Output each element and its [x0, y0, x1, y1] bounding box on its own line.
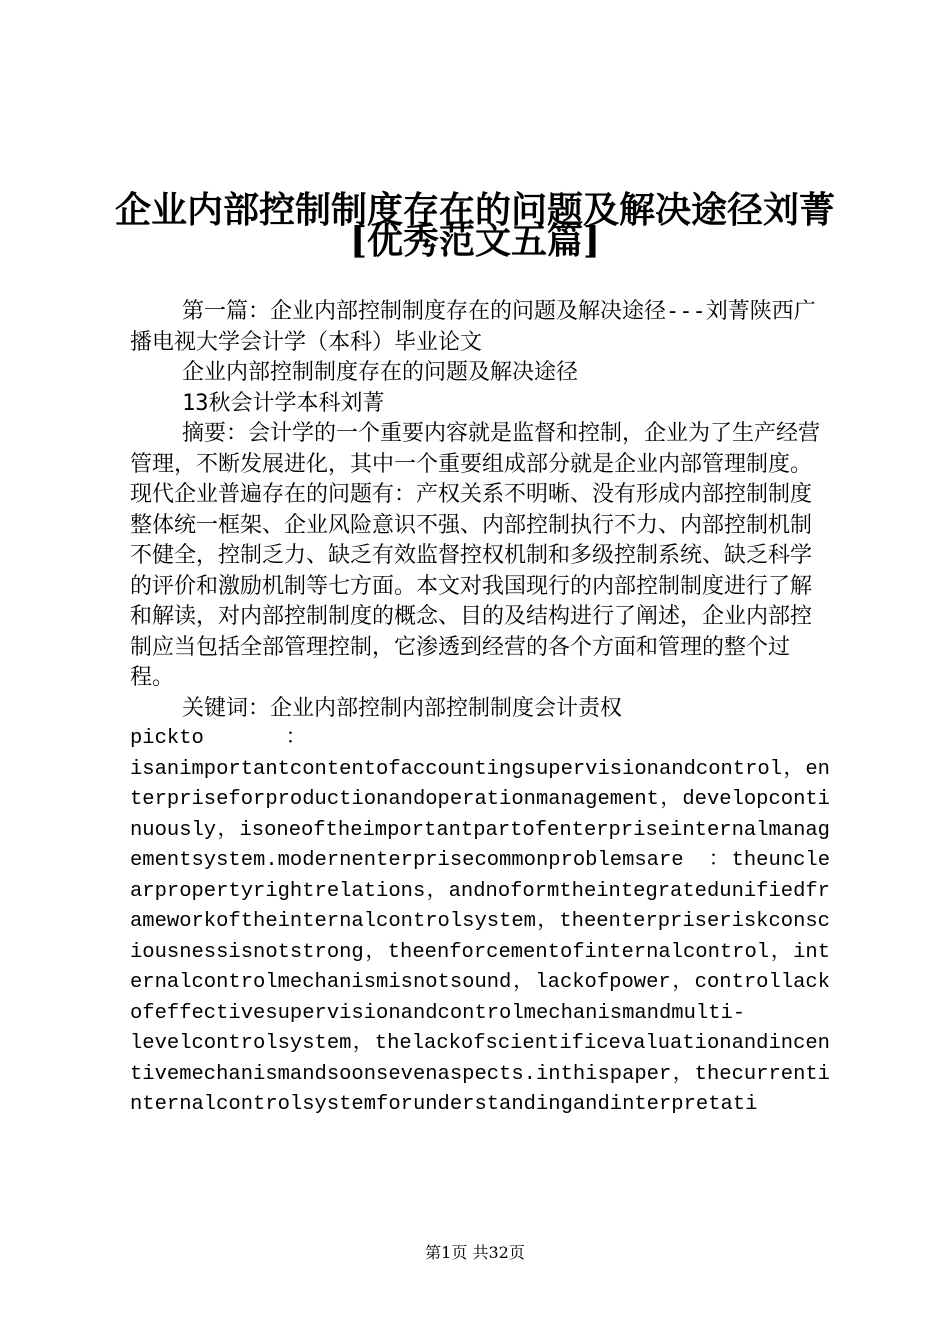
- page-footer: [0, 1240, 950, 1263]
- english-abstract-heading: pickto ：: [130, 727, 307, 750]
- paragraph-author: 13秋会计学本科刘菁: [182, 390, 385, 416]
- english-abstract-text-continued: levelcontrolsystem，thelackofscientificevaluationandincentivemechanismandsoonsevenaspects.inthispaper，thecurrentinternalcontrolsystemforunderstandingandinterpretati: [130, 1032, 830, 1116]
- document-body: [130, 297, 830, 1121]
- page-number: 第1页: [425, 1243, 468, 1262]
- document-title-line-2: [优秀范文五篇]: [349, 220, 601, 262]
- paragraph-keywords: 关键词：企业内部控制内部控制制度会计责权: [182, 695, 623, 721]
- paragraph-thesis-title: 企业内部控制制度存在的问题及解决途径: [182, 360, 579, 385]
- english-abstract-text: isanimportantcontentofaccountingsupervisionandcontrol，enterpriseforproductionandoperationmanagement，developcontinuously，isoneoftheimportantpartofenterpriseinternalmanagementsystem.modernenterprisecommonproblemsare ：theunclearpropertyrightrelations，andnoformtheintegratedunifiedframeworkoftheinternalcontrolsystem，theenterpriseriskconsciousnessisnotstrong，theenforcementofinternalcontrol，internalcontrolmechanismisnotsound，lackofpower，controllackofeffectivesupervisionandcontrolmechanismandmulti-: [130, 757, 830, 1025]
- page-total: 共32页: [472, 1243, 525, 1262]
- document-title-line-1: 企业内部控制制度存在的问题及解决途径刘菁: [114, 189, 835, 231]
- paragraph-abstract: 摘要：会计学的一个重要内容就是监督和控制，企业为了生产经营管理，不断发展进化，其中一个重要组成部分就是企业内部管理制度。现代企业普遍存在的问题有：产权关系不明晰、没有形成内部控制制度整体统一框架、企业风险意识不强、内部控制执行不力、内部控制机制不健全，控制乏力、缺乏有效监督控权机制和多级控制系统、缺乏科学的评价和激励机制等七方面。本文对我国现行的内部控制制度进行了解和解读，对内部控制制度的概念、目的及结构进行了阐述，企业内部控制应当包括全部管理控制，它渗透到经营的各个方面和管理的整个过程。: [130, 421, 821, 690]
- paragraph-first-article: 第一篇：企业内部控制制度存在的问题及解决途径---刘菁陕西广播电视大学会计学（本科）毕业论文: [130, 299, 816, 355]
